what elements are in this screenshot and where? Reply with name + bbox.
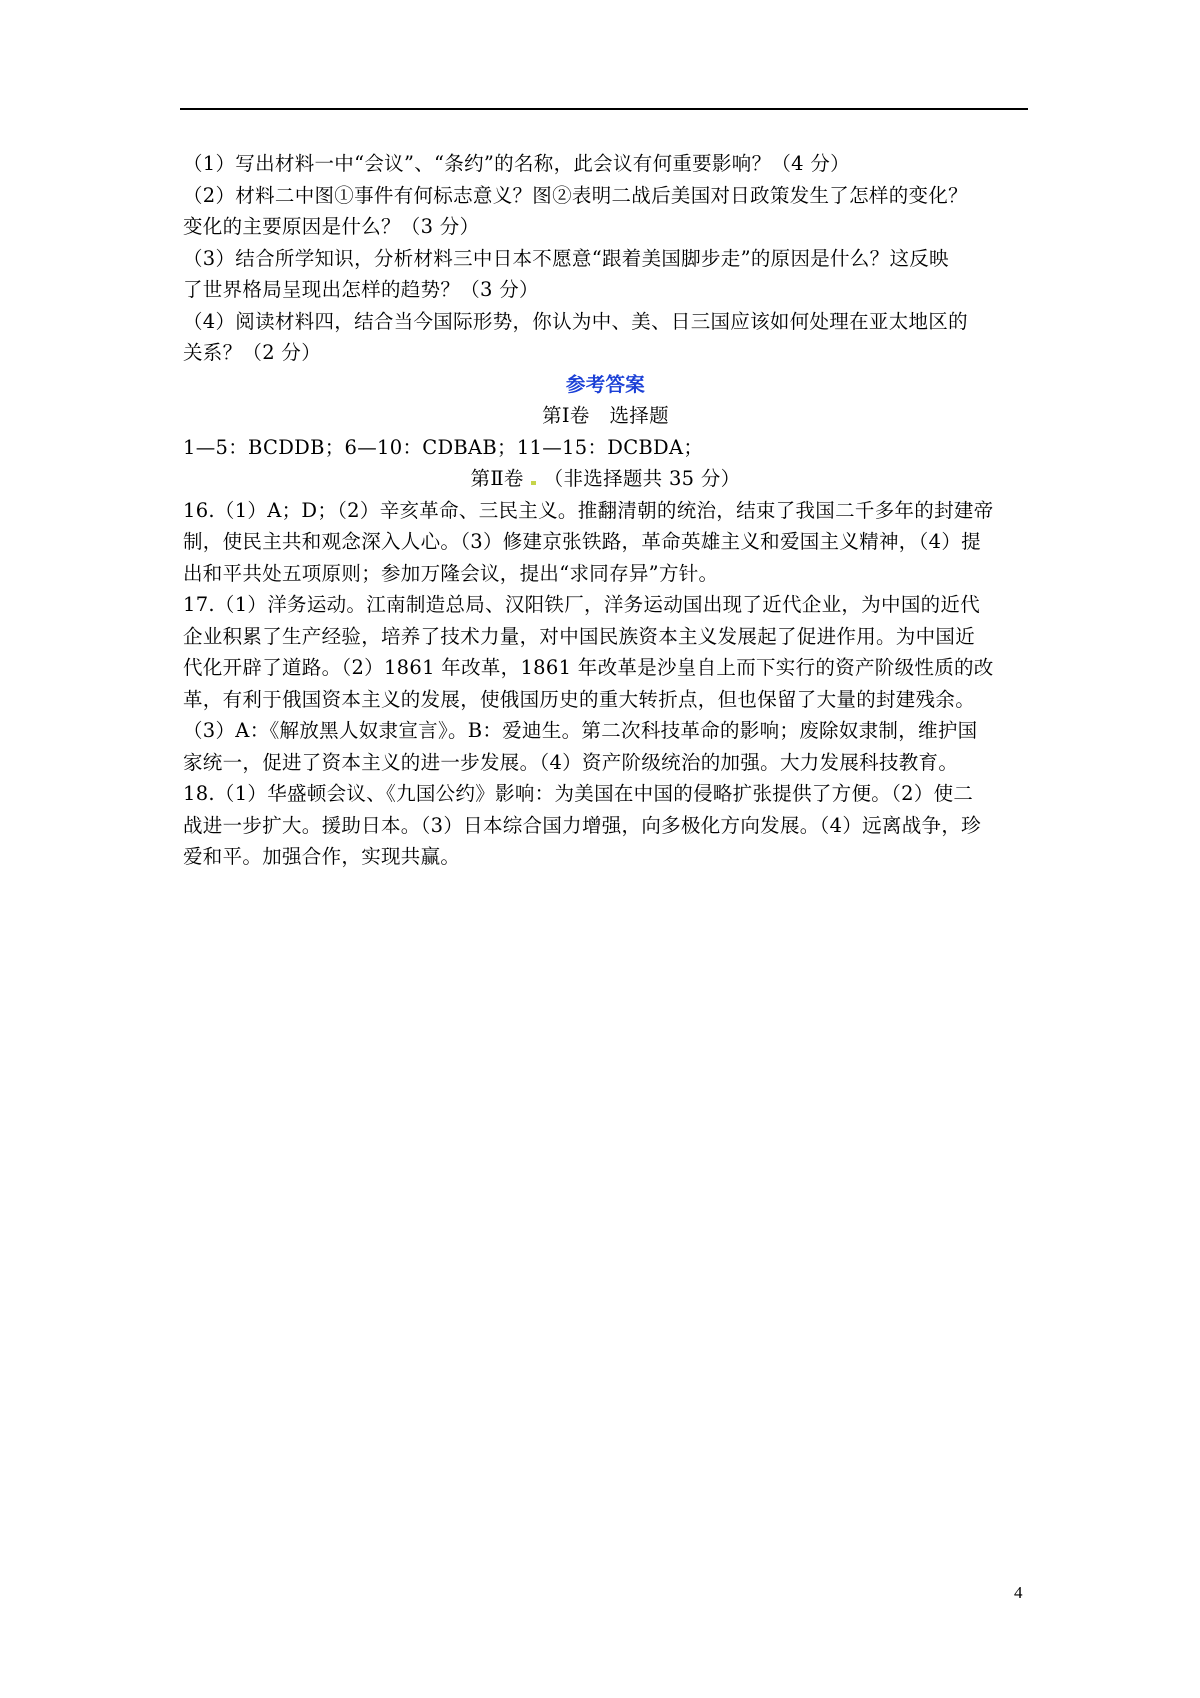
question-2-line-1: （2）材料二中图①事件有何标志意义？图②表明二战后美国对日政策发生了怎样的变化？ bbox=[183, 183, 968, 207]
question-4-line-2: 关系？（2 分） bbox=[183, 341, 322, 364]
highlight-mark bbox=[531, 481, 536, 485]
answer-16-line-1: 16.（1）A；D；（2）辛亥革命、三民主义。推翻清朝的统治，结束了我国二千多年的封建帝 bbox=[183, 498, 994, 522]
question-3-line-1: （3）结合所学知识，分析材料三中日本不愿意“跟着美国脚步走”的原因是什么？这反映 bbox=[183, 246, 949, 270]
section-2-title-main: 第Ⅱ卷 bbox=[470, 467, 524, 490]
section-2-title-sub: （非选择题共 35 分） bbox=[543, 467, 741, 490]
choice-answers: 1—5：BCDDB；6—10：CDBAB；11—15：DCBDA； bbox=[183, 435, 704, 459]
question-4-line-1: （4）阅读材料四，结合当今国际形势，你认为中、美、日三国应该如何处理在亚太地区的 bbox=[183, 309, 968, 333]
question-2-line-2: 变化的主要原因是什么？（3 分） bbox=[183, 215, 480, 238]
header-rule bbox=[180, 108, 1028, 110]
document-body bbox=[183, 148, 1028, 873]
answer-16-line-3: 出和平共处五项原则；参加万隆会议，提出“求同存异”方针。 bbox=[183, 561, 719, 585]
answer-17-line-2: 企业积累了生产经验，培养了技术力量，对中国民族资本主义发展起了促进作用。为中国近 bbox=[183, 624, 976, 648]
question-1: （1）写出材料一中“会议”、“条约”的名称，此会议有何重要影响？（4 分） bbox=[183, 152, 850, 175]
answer-key-title: 参考答案 bbox=[565, 372, 646, 396]
answer-17-line-3: 代化开辟了道路。（2）1861 年改革，1861 年改革是沙皇自上而下实行的资产阶级性质的改 bbox=[183, 656, 994, 679]
answer-17-line-6: 家统一，促进了资本主义的进一步发展。（4）资产阶级统治的加强。大力发展科技教育。 bbox=[183, 750, 959, 774]
question-3-line-2: 了世界格局呈现出怎样的趋势？（3 分） bbox=[183, 278, 539, 301]
answer-17-line-5: （3）A：《解放黑人奴隶宣言》。B：爱迪生。第二次科技革命的影响；废除奴隶制，维护国 bbox=[183, 719, 978, 742]
answer-17-line-1: 17.（1）洋务运动。江南制造总局、汉阳铁厂，洋务运动国出现了近代企业，为中国的近代 bbox=[183, 593, 981, 616]
answer-18-line-1: 18.（1）华盛顿会议、《九国公约》影响：为美国在中国的侵略扩张提供了方便。（2）使二 bbox=[183, 782, 974, 805]
answer-17-line-4: 革，有利于俄国资本主义的发展，使俄国历史的重大转折点，但也保留了大量的封建残余。 bbox=[183, 687, 976, 711]
answer-16-line-2: 制，使民主共和观念深入人心。（3）修建京张铁路，革命英雄主义和爱国主义精神，（4）提 bbox=[183, 530, 981, 553]
answer-18-line-3: 爱和平。加强合作，实现共赢。 bbox=[183, 845, 461, 868]
section-1-title: 第Ⅰ卷 选择题 bbox=[542, 404, 669, 427]
page-number: 4 bbox=[1014, 1583, 1023, 1602]
section-2-title bbox=[183, 463, 1028, 495]
answer-18-line-2: 战进一步扩大。援助日本。（3）日本综合国力增强，向多极化方向发展。（4）远离战争，珍 bbox=[183, 813, 981, 837]
